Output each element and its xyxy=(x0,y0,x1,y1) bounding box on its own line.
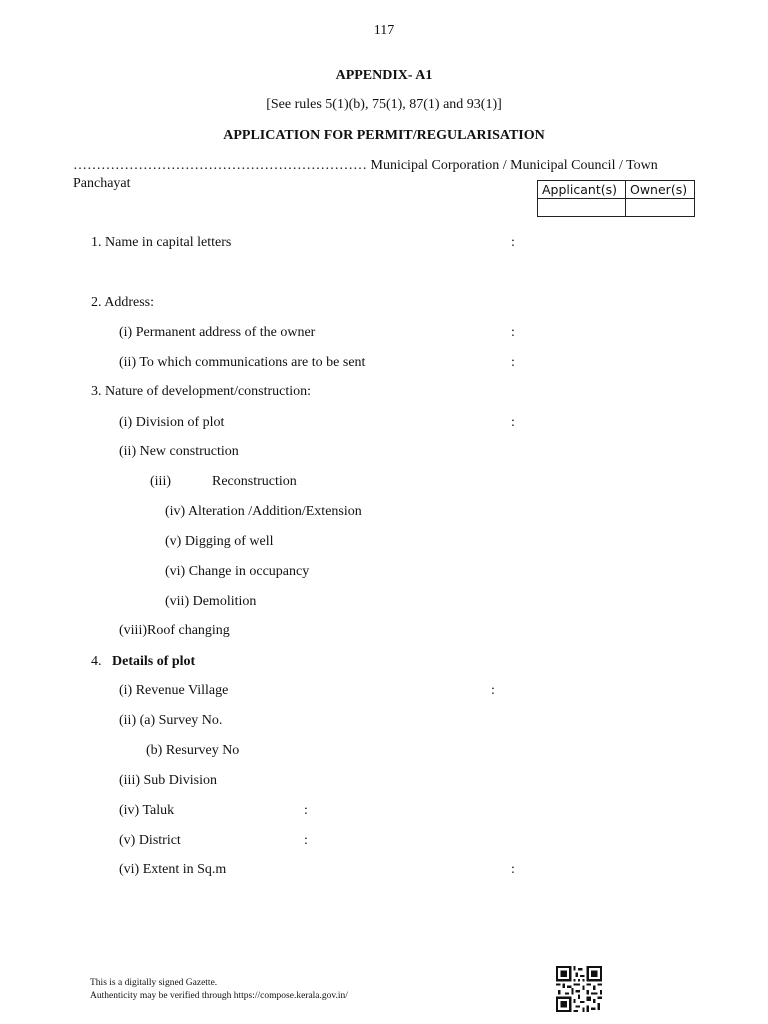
item-nature-alteration: (iv) Alteration /Addition/Extension xyxy=(165,504,362,519)
colon: : xyxy=(304,833,308,848)
authority-line: ……………………………………………………… Municipal Corporation / Municipal Council / Town xyxy=(73,158,658,173)
item-address-permanent: (i) Permanent address of the owner xyxy=(119,325,316,340)
item-plot-taluk: (iv) Taluk xyxy=(119,803,175,818)
item-nature-division: (i) Division of plot xyxy=(119,415,225,430)
item-nature-roof: (viii)Roof changing xyxy=(119,623,230,638)
item-plot-village: (i) Revenue Village xyxy=(119,683,229,698)
item-nature-new: (ii) New construction xyxy=(119,444,239,459)
appendix-heading: APPENDIX- A1 xyxy=(335,68,433,83)
colon: : xyxy=(511,235,515,250)
applicant-cell[interactable] xyxy=(538,199,626,217)
item-plot-title: Details of plot xyxy=(112,654,196,669)
item-nature-reconstruction: Reconstruction xyxy=(212,474,297,489)
owner-cell[interactable] xyxy=(626,199,695,217)
footer-line-1: This is a digitally signed Gazette. xyxy=(90,978,218,988)
form-title: APPLICATION FOR PERMIT/REGULARISATION xyxy=(223,128,545,143)
item-plot-extent: (vi) Extent in Sq.m xyxy=(119,862,227,877)
authority-line-2: Panchayat xyxy=(73,176,131,191)
colon: : xyxy=(491,683,495,698)
colon: : xyxy=(511,862,515,877)
item-nature-occupancy: (vi) Change in occupancy xyxy=(165,564,310,579)
item-plot-number: 4. xyxy=(91,654,102,669)
applicant-header: Applicant(s) xyxy=(538,181,626,199)
item-nature-demolition: (vii) Demolition xyxy=(165,594,257,609)
item-nature-well: (v) Digging of well xyxy=(165,534,274,549)
item-address: 2. Address: xyxy=(91,295,154,310)
colon: : xyxy=(511,355,515,370)
item-plot-district: (v) District xyxy=(119,833,181,848)
item-nature: 3. Nature of development/construction: xyxy=(91,384,312,399)
page-number: 117 xyxy=(373,23,395,38)
item-nature-reconstruction-number: (iii) xyxy=(150,474,171,489)
item-plot-survey: (ii) (a) Survey No. xyxy=(119,713,223,728)
footer-line-2: Authenticity may be verified through https://compose.kerala.gov.in/ xyxy=(90,991,348,1001)
item-name: 1. Name in capital letters xyxy=(91,235,232,250)
colon: : xyxy=(511,415,515,430)
item-plot-resurvey: (b) Resurvey No xyxy=(146,743,240,758)
rules-reference: [See rules 5(1)(b), 75(1), 87(1) and 93(1)] xyxy=(266,97,502,112)
item-plot-subdivision: (iii) Sub Division xyxy=(119,773,218,788)
applicant-owner-table xyxy=(537,180,695,217)
qr-code-icon xyxy=(556,966,602,1012)
colon: : xyxy=(511,325,515,340)
owner-header: Owner(s) xyxy=(626,181,695,199)
colon: : xyxy=(304,803,308,818)
item-address-communication: (ii) To which communications are to be sent xyxy=(119,355,366,370)
